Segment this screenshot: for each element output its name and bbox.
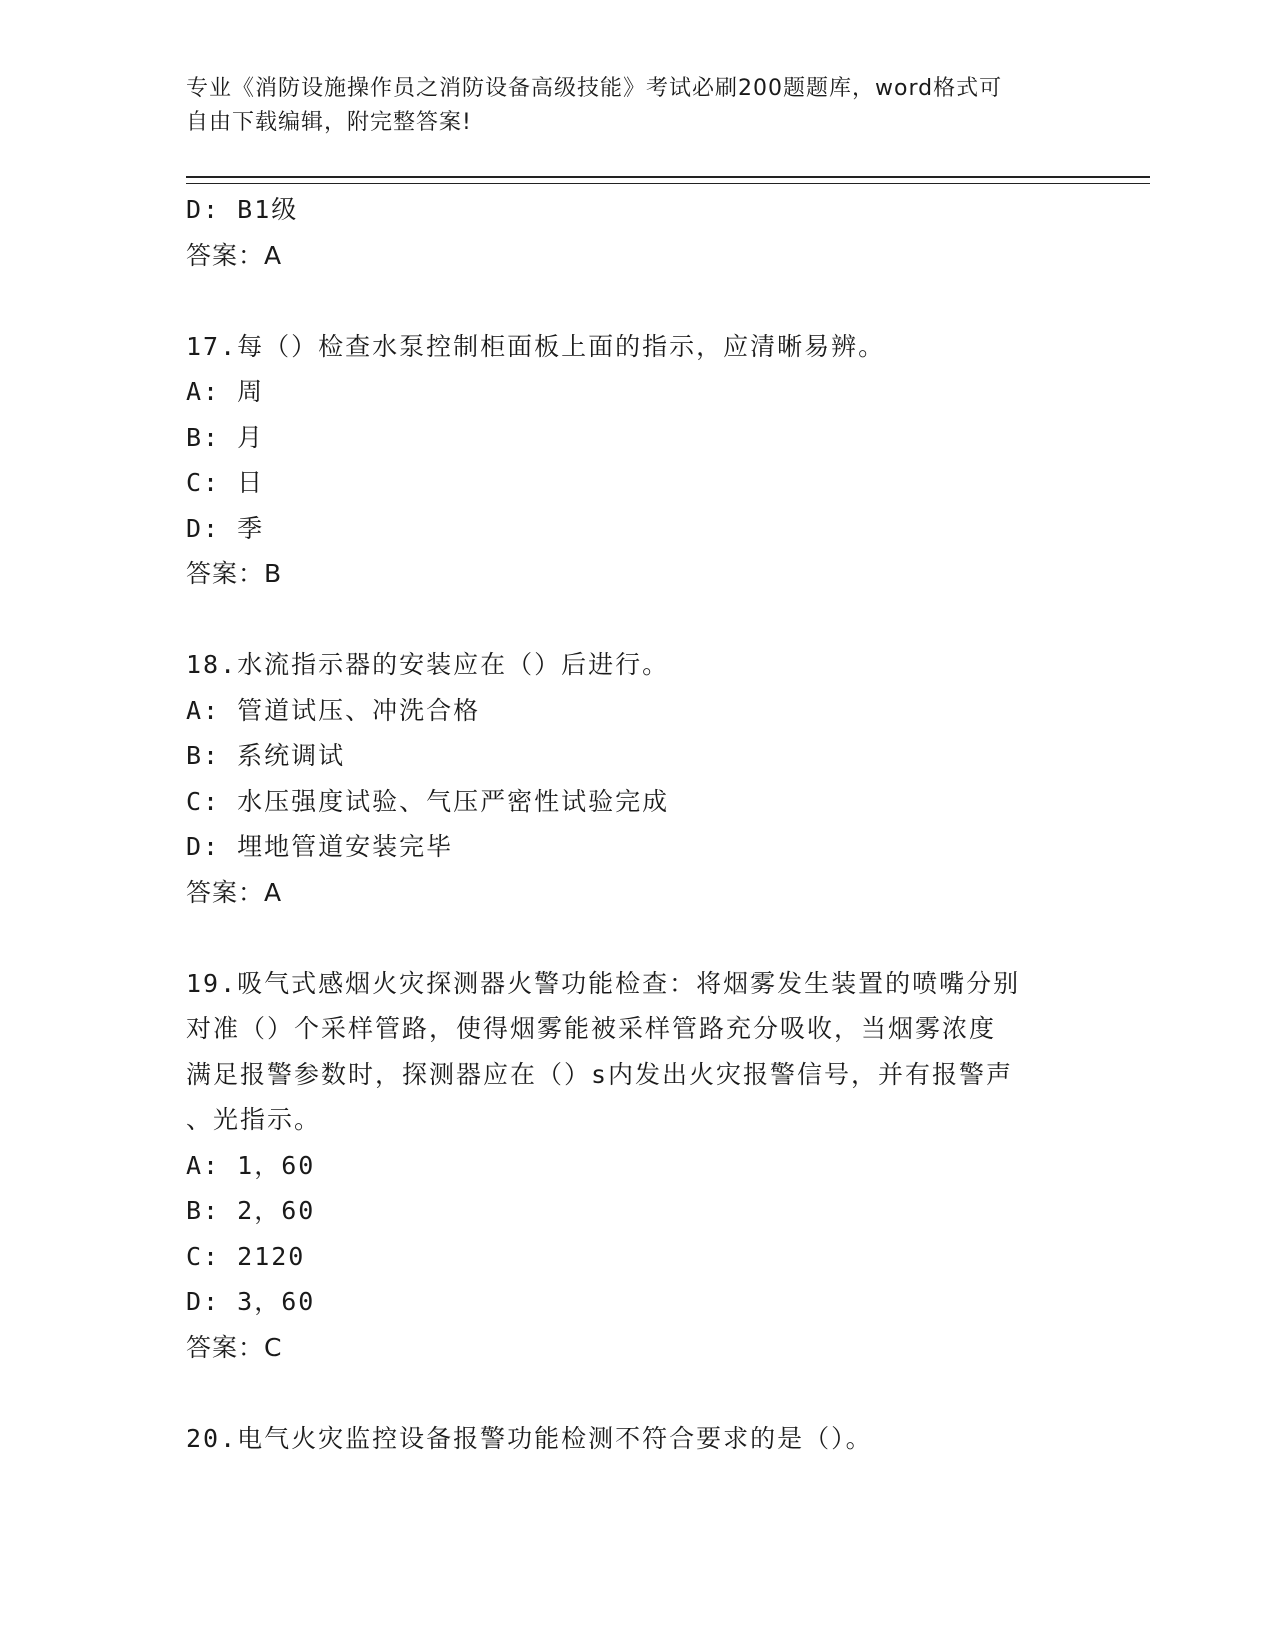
question-17 xyxy=(186,324,1086,597)
question-stem: 17.每（）检查水泵控制柜面板上面的指示，应清晰易辨。 xyxy=(186,331,886,361)
option-c: C: 水压强度试验、气压严密性试验完成 xyxy=(186,786,670,816)
question-20 xyxy=(186,1416,1086,1462)
question-stem-line-1: 19.吸气式感烟火灾探测器火警功能检查：将烟雾发生装置的喷嘴分别 xyxy=(186,968,1021,998)
option-d: D: 3，60 xyxy=(186,1287,316,1316)
option-a: A: 1，60 xyxy=(186,1150,316,1180)
option-d: D: 埋地管道安装完毕 xyxy=(186,832,454,861)
option-a: A: 周 xyxy=(186,377,265,406)
option-c: C: 日 xyxy=(186,468,265,497)
spacer xyxy=(186,597,1086,643)
option-c: C: 2120 xyxy=(186,1241,306,1271)
question-stem: 18.水流指示器的安装应在（）后进行。 xyxy=(186,650,670,679)
question-18 xyxy=(186,642,1086,915)
answer: 答案：A xyxy=(186,877,283,907)
option-b: B: 月 xyxy=(186,422,265,452)
option-b: B: 系统调试 xyxy=(186,741,346,770)
option-a: A: 管道试压、冲洗合格 xyxy=(186,695,481,725)
spacer xyxy=(186,915,1086,961)
prev-option-d: D: B1级 xyxy=(186,195,299,224)
prev-answer: 答案：A xyxy=(186,240,283,270)
question-stem-line-4: 、光指示。 xyxy=(186,1105,322,1134)
question-stem-line-3: 满足报警参数时，探测器应在（）s内发出火灾报警信号，并有报警声 xyxy=(186,1059,1014,1089)
answer: 答案：C xyxy=(186,1332,283,1362)
header-divider xyxy=(186,176,1150,184)
answer: 答案：B xyxy=(186,559,283,588)
document-header xyxy=(186,72,1066,140)
spacer xyxy=(186,278,1086,324)
header-line-1: 专业《消防设施操作员之消防设备高级技能》考试必刷200题题库，word格式可 xyxy=(186,76,1003,101)
question-stem-line-2: 对准（）个采样管路，使得烟雾能被采样管路充分吸收，当烟雾浓度 xyxy=(186,1014,997,1043)
spacer xyxy=(186,1370,1086,1416)
option-b: B: 2，60 xyxy=(186,1196,316,1225)
question-19 xyxy=(186,961,1086,1371)
option-d: D: 季 xyxy=(186,513,265,543)
question-stem: 20.电气火灾监控设备报警功能检测不符合要求的是（）。 xyxy=(186,1423,873,1453)
header-line-2: 自由下载编辑，附完整答案! xyxy=(186,110,472,135)
document-body xyxy=(186,187,1086,1461)
